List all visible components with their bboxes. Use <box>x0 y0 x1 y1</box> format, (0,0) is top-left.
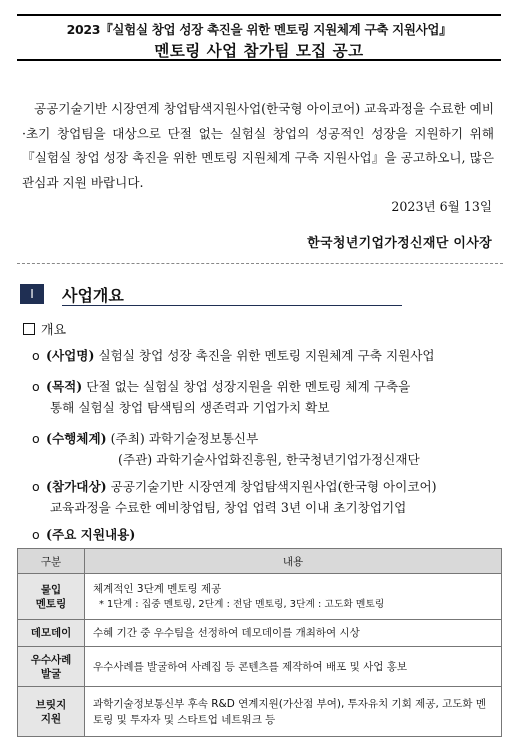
support-table <box>17 548 502 737</box>
table-row <box>18 647 502 687</box>
item-key: (사업명) <box>46 348 95 363</box>
subsection-heading <box>23 319 66 338</box>
description-text: 과학기술정보통신부 후속 R&D 연계지원(가산점 부여), 투자유치 기회 제공, 고도화 멘토링 및 투자자 및 스타트업 네트워크 등 <box>93 697 487 726</box>
item-continuation: (주관) 과학기술사업화진흥원, 한국청년기업가정신재단 <box>118 452 420 467</box>
overview-item-purpose <box>32 376 500 418</box>
bullet-icon: o <box>32 479 40 494</box>
notice-title: 멘토링 사업 참가팀 모집 공고 <box>154 42 364 60</box>
description-note: * 1단계 : 집중 멘토링, 2단계 : 전담 멘토링, 3단계 : 고도화 멘토링 <box>99 598 385 610</box>
section-number: Ⅰ <box>20 284 44 304</box>
table-row <box>18 687 502 737</box>
subsection-label: 개요 <box>41 323 67 338</box>
bullet-icon: o <box>32 379 40 394</box>
category-label: 데모데이 <box>30 627 72 639</box>
item-text: 공공기술기반 시장연계 창업탐색지원사업(한국형 아이코어) <box>110 479 437 494</box>
category-label: 우수사례 발굴 <box>30 653 72 680</box>
item-continuation: 통해 실험실 창업 탐색팀의 생존력과 기업가치 확보 <box>50 400 330 415</box>
bullet-icon: o <box>32 431 40 446</box>
row-category <box>18 687 85 737</box>
category-label: 브릿지 지원 <box>35 698 67 725</box>
description-text: 우수사례를 발굴하여 사례집 등 콘텐츠를 제작하여 배포 및 사업 홍보 <box>93 660 408 673</box>
section-underline <box>62 305 402 306</box>
row-description <box>85 687 502 737</box>
table-header-category: 구분 <box>18 549 85 574</box>
intro-paragraph: 공공기술기반 시장연계 창업탐색지원사업(한국형 아이코어) 교육과정을 수료한 예비·초기 창업팀을 대상으로 단절 없는 실험실 창업의 성공적인 성장을 지원하기 위해 『실험실 창업 성장 촉진을 위한 멘토링 지원체계 구축 지원사업』을 공고하오니, 많은 관심과 지원 바랍니다. <box>22 101 494 190</box>
row-description <box>85 647 502 687</box>
item-text: 실험실 창업 성장 촉진을 위한 멘토링 지원체계 구축 지원사업 <box>98 348 435 363</box>
item-continuation: 교육과정을 수료한 예비창업팀, 창업 업력 3년 이내 초기창업기업 <box>50 500 407 515</box>
category-label: 물입 멘토링 <box>35 583 67 610</box>
row-category <box>18 647 85 687</box>
row-category <box>18 574 85 620</box>
item-text: 단절 없는 실험실 창업 성장지원을 위한 멘토링 체계 구축을 <box>86 379 411 394</box>
item-key: (참가대상) <box>46 479 107 494</box>
row-description <box>85 620 502 647</box>
table-row <box>18 620 502 647</box>
checkbox-square-icon <box>23 323 35 335</box>
row-description <box>85 574 502 620</box>
item-key: (주요 지원내용) <box>46 527 136 542</box>
item-key: (목적) <box>46 379 83 394</box>
description-text: 수혜 기간 중 우수팀을 선정하여 데모데이를 개최하여 시상 <box>93 627 360 639</box>
overview-item-name <box>32 345 500 366</box>
bullet-icon: o <box>32 527 40 542</box>
section-title: 사업개요 <box>62 286 124 305</box>
divider <box>17 263 503 264</box>
item-text: (주최) 과학기술정보통신부 <box>110 431 259 446</box>
table-row <box>18 574 502 620</box>
issuer-signature: 한국청년기업가정신재단 이사장 <box>307 236 492 251</box>
item-key: (수행체계) <box>46 431 107 446</box>
bullet-icon: o <box>32 348 40 363</box>
table-header-row <box>18 549 502 574</box>
program-title: 2023『실험실 창업 성장 촉진을 위한 멘토링 지원체계 구축 지원사업』 <box>66 22 452 37</box>
overview-item-target <box>32 476 500 518</box>
description-text: 체계적인 3단계 멘토링 제공 <box>93 582 222 595</box>
overview-item-structure <box>32 428 500 470</box>
row-category <box>18 620 85 647</box>
table-header-content: 내용 <box>85 549 502 574</box>
announcement-date: 2023년 6월 13일 <box>391 199 492 214</box>
overview-item-support <box>32 524 500 545</box>
title-box <box>17 14 501 61</box>
